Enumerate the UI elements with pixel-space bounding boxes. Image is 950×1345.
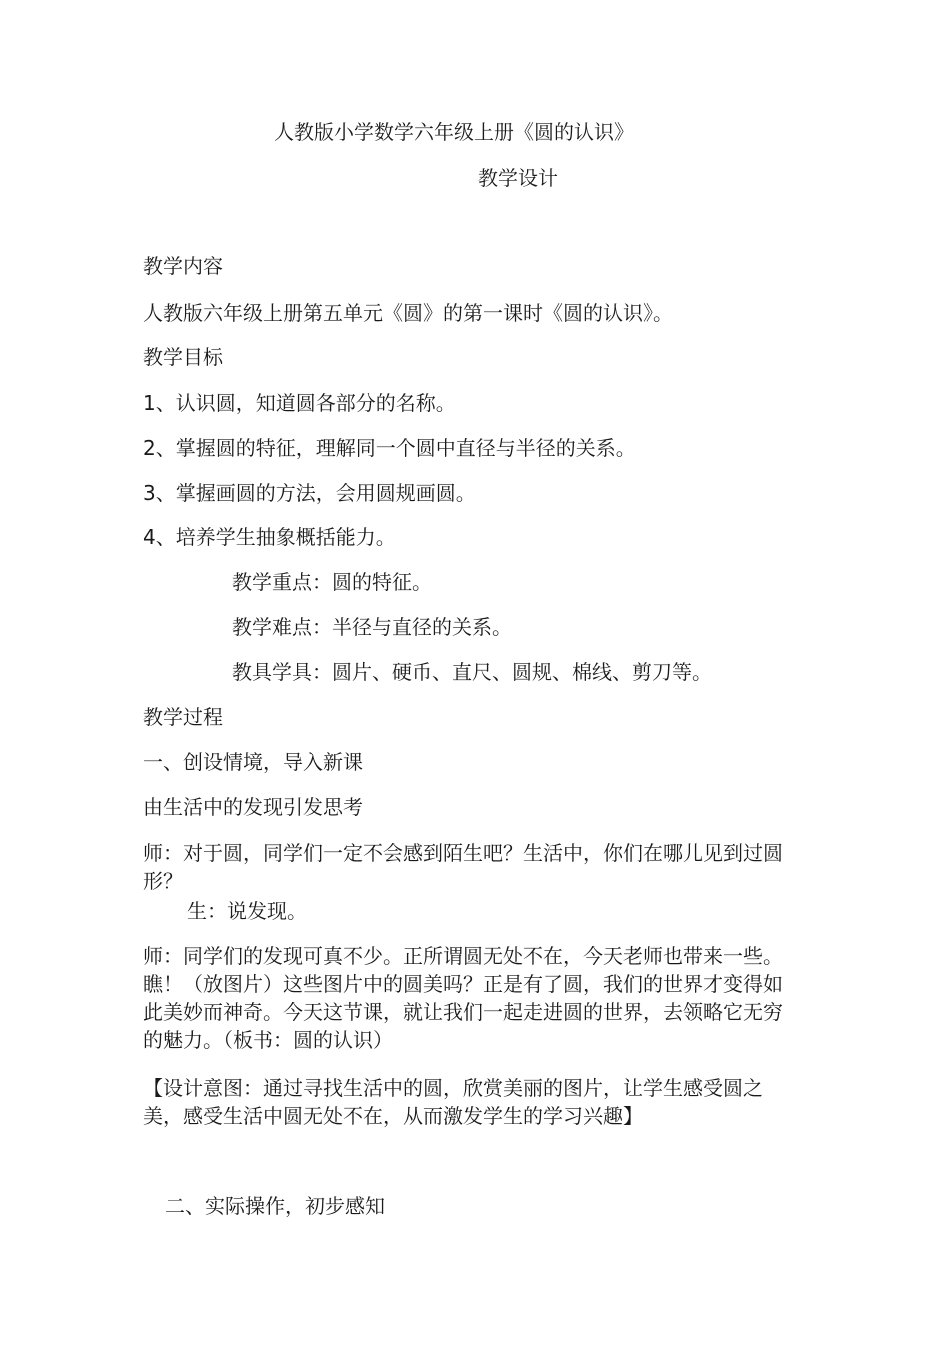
difficulty-point: 教学难点：半径与直径的关系。 (232, 615, 512, 639)
step-subheading-1: 由生活中的发现引发思考 (143, 795, 363, 819)
goal-item: 4、培养学生抽象概括能力。 (143, 525, 396, 549)
document-title: 人教版小学数学六年级上册《圆的认识》 (274, 120, 634, 144)
teacher-dialogue: 师：对于圆，同学们一定不会感到陌生吧？生活中，你们在哪儿见到过圆形？ (143, 841, 783, 893)
teacher-dialogue: 师：同学们的发现可真不少。正所谓圆无处不在，今天老师也带来一些。瞧！（放图片）这些图片中的圆美吗？正是有了圆，我们的世界才变得如此美妙而神奇。今天这节课，就让我们一起走进圆的世界，去领略它无穷的魅力。（板书：圆的认识） (143, 944, 783, 1052)
section-heading-goals: 教学目标 (143, 345, 223, 369)
content-text: 人教版六年级上册第五单元《圆》的第一课时《圆的认识》。 (143, 301, 673, 325)
student-dialogue: 生：说发现。 (187, 899, 307, 923)
goal-item: 2、掌握圆的特征，理解同一个圆中直径与半径的关系。 (143, 436, 636, 460)
section-heading-content: 教学内容 (143, 254, 223, 278)
step-heading-1: 一、创设情境，导入新课 (143, 750, 363, 774)
document-subtitle: 教学设计 (478, 166, 558, 190)
goal-item: 1、认识圆，知道圆各部分的名称。 (143, 391, 456, 415)
key-point: 教学重点：圆的特征。 (232, 570, 432, 594)
teaching-tools: 教具学具：圆片、硬币、直尺、圆规、棉线、剪刀等。 (232, 660, 712, 684)
section-heading-process: 教学过程 (143, 705, 223, 729)
goal-item: 3、掌握画圆的方法，会用圆规画圆。 (143, 481, 476, 505)
design-intent-note: 【设计意图：通过寻找生活中的圆，欣赏美丽的图片，让学生感受圆之美，感受生活中圆无处不在，从而激发学生的学习兴趣】 (143, 1076, 763, 1128)
step-heading-2: 二、实际操作，初步感知 (165, 1194, 385, 1218)
